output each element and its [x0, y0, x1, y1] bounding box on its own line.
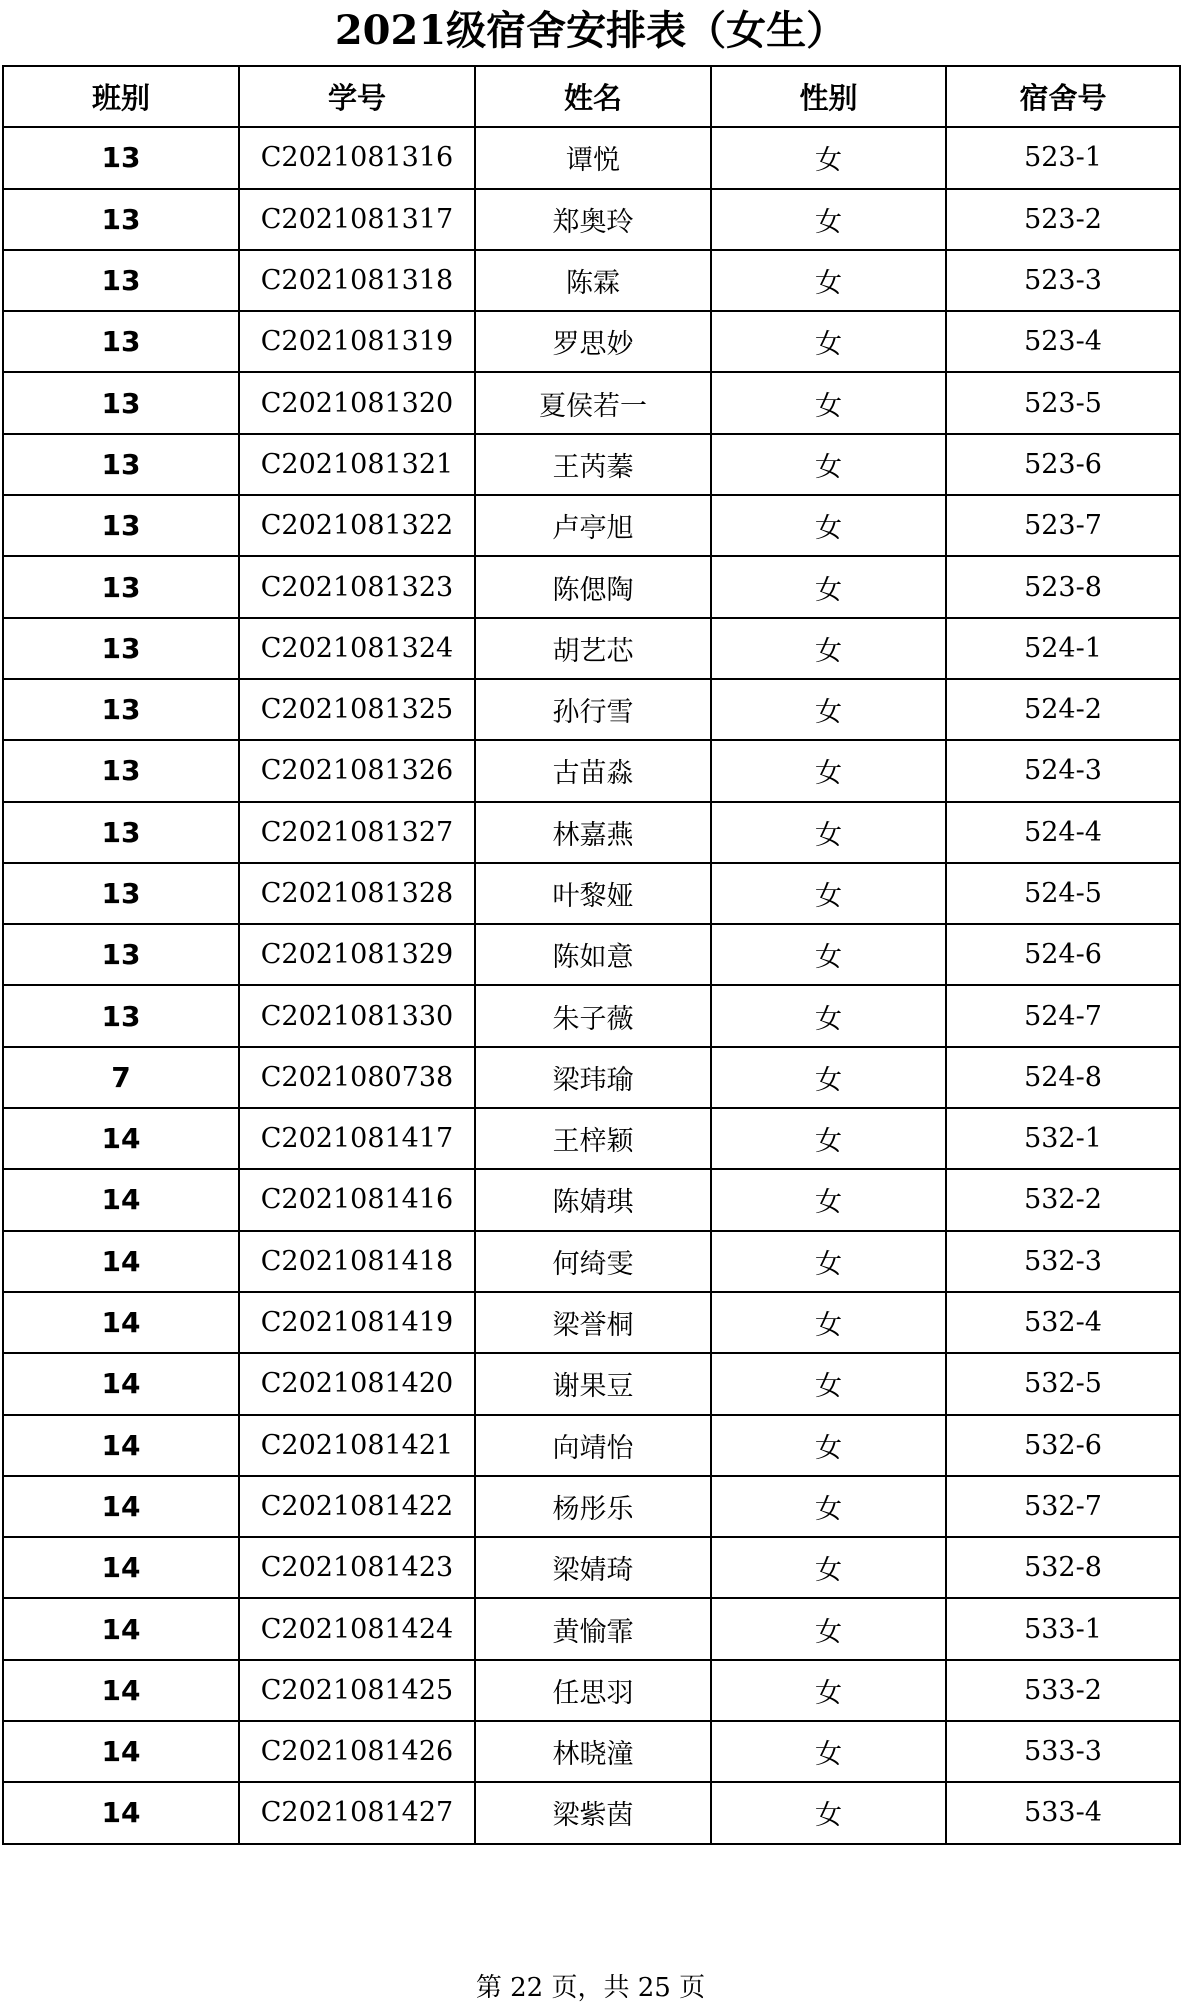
document-title: 2021级宿舍安排表（女生） [334, 7, 847, 54]
gender-cell: 女 [711, 311, 946, 372]
name-cell: 林嘉燕 [475, 802, 711, 863]
dorm-number-cell: 523-7 [946, 495, 1180, 556]
class-cell: 14 [3, 1721, 239, 1782]
table-row [3, 434, 1180, 495]
name-cell: 黄愉霏 [475, 1598, 711, 1659]
table-row [3, 1169, 1180, 1230]
gender-cell: 女 [711, 1169, 946, 1230]
name-cell: 杨彤乐 [475, 1476, 711, 1537]
class-cell: 13 [3, 189, 239, 250]
student-id-cell: C2021081321 [239, 434, 475, 495]
student-id-cell: C2021081424 [239, 1598, 475, 1659]
gender-cell: 女 [711, 1782, 946, 1843]
class-cell: 13 [3, 679, 239, 740]
dorm-assignment-table [2, 65, 1181, 1845]
name-cell: 王芮蓁 [475, 434, 711, 495]
name-cell: 梁紫茵 [475, 1782, 711, 1843]
student-id-cell: C2021080738 [239, 1047, 475, 1108]
name-cell: 陈偲陶 [475, 556, 711, 617]
student-id-cell: C2021081417 [239, 1108, 475, 1169]
table-row [3, 1537, 1180, 1598]
class-cell: 14 [3, 1108, 239, 1169]
dorm-number-cell: 532-5 [946, 1353, 1180, 1414]
student-id-cell: C2021081329 [239, 924, 475, 985]
student-id-cell: C2021081330 [239, 985, 475, 1046]
class-cell: 14 [3, 1292, 239, 1353]
student-id-cell: C2021081323 [239, 556, 475, 617]
table-row [3, 1353, 1180, 1414]
table-row [3, 556, 1180, 617]
gender-cell: 女 [711, 1047, 946, 1108]
name-cell: 罗思妙 [475, 311, 711, 372]
class-cell: 13 [3, 372, 239, 433]
header-dorm-number: 宿舍号 [946, 66, 1180, 127]
name-cell: 梁誉桐 [475, 1292, 711, 1353]
student-id-cell: C2021081418 [239, 1231, 475, 1292]
gender-cell: 女 [711, 1292, 946, 1353]
dorm-number-cell: 532-6 [946, 1415, 1180, 1476]
table-row [3, 863, 1180, 924]
dorm-number-cell: 523-1 [946, 127, 1180, 188]
table-row [3, 250, 1180, 311]
student-id-cell: C2021081420 [239, 1353, 475, 1414]
student-id-cell: C2021081328 [239, 863, 475, 924]
name-cell: 孙行雪 [475, 679, 711, 740]
page-footer: 第 22 页，共 25 页 [475, 1973, 706, 2003]
class-cell: 13 [3, 127, 239, 188]
student-id-cell: C2021081327 [239, 802, 475, 863]
gender-cell: 女 [711, 434, 946, 495]
dorm-number-cell: 524-3 [946, 740, 1180, 801]
class-cell: 14 [3, 1231, 239, 1292]
name-cell: 朱子薇 [475, 985, 711, 1046]
class-cell: 14 [3, 1415, 239, 1476]
dorm-number-cell: 532-4 [946, 1292, 1180, 1353]
student-id-cell: C2021081320 [239, 372, 475, 433]
student-id-cell: C2021081322 [239, 495, 475, 556]
dorm-number-cell: 533-2 [946, 1660, 1180, 1721]
table-row [3, 985, 1180, 1046]
dorm-number-cell: 532-1 [946, 1108, 1180, 1169]
table-row [3, 495, 1180, 556]
gender-cell: 女 [711, 1721, 946, 1782]
student-id-cell: C2021081423 [239, 1537, 475, 1598]
name-cell: 夏侯若一 [475, 372, 711, 433]
dorm-number-cell: 524-4 [946, 802, 1180, 863]
student-id-cell: C2021081416 [239, 1169, 475, 1230]
dorm-number-cell: 533-3 [946, 1721, 1180, 1782]
dorm-number-cell: 532-2 [946, 1169, 1180, 1230]
table-row [3, 1598, 1180, 1659]
name-cell: 林晓潼 [475, 1721, 711, 1782]
gender-cell: 女 [711, 1353, 946, 1414]
name-cell: 谭悦 [475, 127, 711, 188]
name-cell: 胡艺芯 [475, 618, 711, 679]
student-id-cell: C2021081422 [239, 1476, 475, 1537]
class-cell: 14 [3, 1537, 239, 1598]
table-row [3, 1108, 1180, 1169]
name-cell: 郑奥玲 [475, 189, 711, 250]
class-cell: 13 [3, 434, 239, 495]
class-cell: 14 [3, 1660, 239, 1721]
gender-cell: 女 [711, 127, 946, 188]
name-cell: 卢亭旭 [475, 495, 711, 556]
student-id-cell: C2021081427 [239, 1782, 475, 1843]
gender-cell: 女 [711, 189, 946, 250]
class-cell: 7 [3, 1047, 239, 1108]
student-id-cell: C2021081318 [239, 250, 475, 311]
name-cell: 王梓颖 [475, 1108, 711, 1169]
gender-cell: 女 [711, 495, 946, 556]
header-name: 姓名 [475, 66, 711, 127]
table-row [3, 924, 1180, 985]
class-cell: 13 [3, 618, 239, 679]
class-cell: 14 [3, 1782, 239, 1843]
table-row [3, 311, 1180, 372]
dorm-number-cell: 524-7 [946, 985, 1180, 1046]
table-row [3, 1292, 1180, 1353]
student-id-cell: C2021081419 [239, 1292, 475, 1353]
class-cell: 13 [3, 311, 239, 372]
gender-cell: 女 [711, 1231, 946, 1292]
class-cell: 13 [3, 924, 239, 985]
table-row [3, 1415, 1180, 1476]
gender-cell: 女 [711, 372, 946, 433]
class-cell: 13 [3, 495, 239, 556]
header-student-id: 学号 [239, 66, 475, 127]
dorm-number-cell: 524-1 [946, 618, 1180, 679]
name-cell: 陈如意 [475, 924, 711, 985]
gender-cell: 女 [711, 1108, 946, 1169]
class-cell: 13 [3, 802, 239, 863]
dorm-number-cell: 523-6 [946, 434, 1180, 495]
table-row [3, 802, 1180, 863]
table-row [3, 1047, 1180, 1108]
gender-cell: 女 [711, 250, 946, 311]
gender-cell: 女 [711, 740, 946, 801]
table-body [3, 127, 1180, 1843]
name-cell: 古苗淼 [475, 740, 711, 801]
name-cell: 谢果豆 [475, 1353, 711, 1414]
dorm-number-cell: 532-3 [946, 1231, 1180, 1292]
student-id-cell: C2021081326 [239, 740, 475, 801]
class-cell: 14 [3, 1353, 239, 1414]
student-id-cell: C2021081316 [239, 127, 475, 188]
dorm-number-cell: 523-8 [946, 556, 1180, 617]
name-cell: 陈霖 [475, 250, 711, 311]
class-cell: 13 [3, 863, 239, 924]
dorm-number-cell: 524-2 [946, 679, 1180, 740]
gender-cell: 女 [711, 1660, 946, 1721]
gender-cell: 女 [711, 985, 946, 1046]
dorm-number-cell: 523-4 [946, 311, 1180, 372]
table-row [3, 1721, 1180, 1782]
gender-cell: 女 [711, 1476, 946, 1537]
gender-cell: 女 [711, 618, 946, 679]
dorm-number-cell: 533-4 [946, 1782, 1180, 1843]
student-id-cell: C2021081317 [239, 189, 475, 250]
table-row [3, 1660, 1180, 1721]
table-row [3, 189, 1180, 250]
name-cell: 向靖怡 [475, 1415, 711, 1476]
name-cell: 梁玮瑜 [475, 1047, 711, 1108]
name-cell: 陈婧琪 [475, 1169, 711, 1230]
table-row [3, 679, 1180, 740]
header-class: 班别 [3, 66, 239, 127]
gender-cell: 女 [711, 863, 946, 924]
dorm-number-cell: 532-7 [946, 1476, 1180, 1537]
student-id-cell: C2021081324 [239, 618, 475, 679]
table-row [3, 1782, 1180, 1843]
table-row [3, 1476, 1180, 1537]
student-id-cell: C2021081325 [239, 679, 475, 740]
class-cell: 14 [3, 1598, 239, 1659]
table-row [3, 740, 1180, 801]
dorm-number-cell: 524-6 [946, 924, 1180, 985]
class-cell: 13 [3, 985, 239, 1046]
dorm-number-cell: 532-8 [946, 1537, 1180, 1598]
class-cell: 14 [3, 1169, 239, 1230]
name-cell: 任思羽 [475, 1660, 711, 1721]
dorm-number-cell: 524-5 [946, 863, 1180, 924]
gender-cell: 女 [711, 1537, 946, 1598]
student-id-cell: C2021081425 [239, 1660, 475, 1721]
student-id-cell: C2021081426 [239, 1721, 475, 1782]
gender-cell: 女 [711, 802, 946, 863]
class-cell: 14 [3, 1476, 239, 1537]
dorm-number-cell: 523-2 [946, 189, 1180, 250]
dorm-number-cell: 533-1 [946, 1598, 1180, 1659]
dorm-number-cell: 523-5 [946, 372, 1180, 433]
dorm-number-cell: 523-3 [946, 250, 1180, 311]
gender-cell: 女 [711, 1415, 946, 1476]
table-row [3, 372, 1180, 433]
student-id-cell: C2021081421 [239, 1415, 475, 1476]
class-cell: 13 [3, 740, 239, 801]
gender-cell: 女 [711, 924, 946, 985]
table-row [3, 127, 1180, 188]
table-header-row [3, 66, 1180, 127]
class-cell: 13 [3, 556, 239, 617]
gender-cell: 女 [711, 1598, 946, 1659]
gender-cell: 女 [711, 556, 946, 617]
table-row [3, 1231, 1180, 1292]
gender-cell: 女 [711, 679, 946, 740]
table-row [3, 618, 1180, 679]
name-cell: 叶黎娅 [475, 863, 711, 924]
dorm-number-cell: 524-8 [946, 1047, 1180, 1108]
name-cell: 梁婧琦 [475, 1537, 711, 1598]
student-id-cell: C2021081319 [239, 311, 475, 372]
header-gender: 性别 [711, 66, 946, 127]
name-cell: 何绮雯 [475, 1231, 711, 1292]
class-cell: 13 [3, 250, 239, 311]
